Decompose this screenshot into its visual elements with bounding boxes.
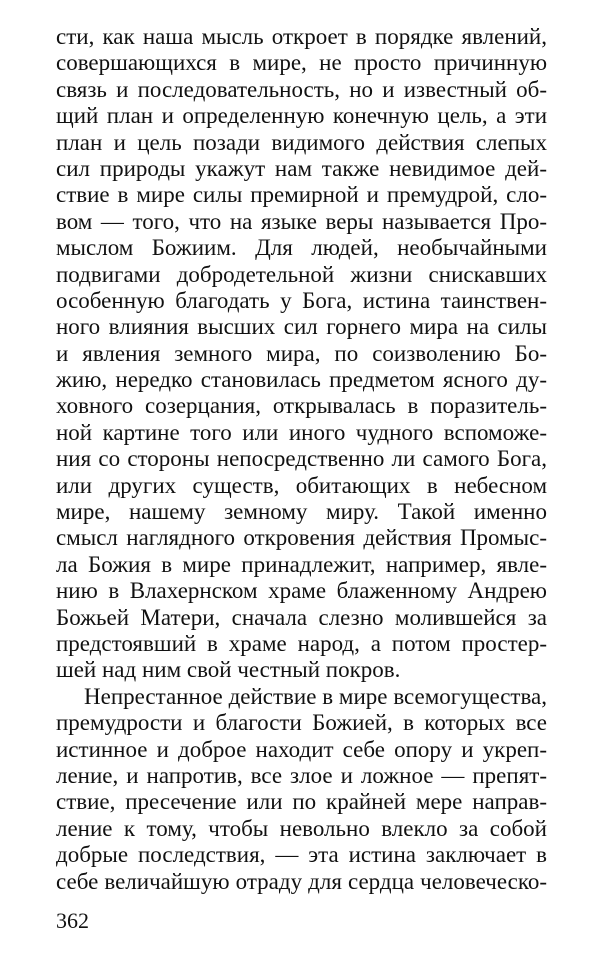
text-line: и явления земного мира, по соизволению Бо-: [56, 340, 547, 366]
text-line: совершающихся в мире, не просто причинную: [56, 50, 547, 76]
text-line: премудрости и благости Божией, в которых все: [56, 710, 547, 736]
text-line: предстоявший в храме народ, а потом простер-: [56, 630, 547, 656]
text-line: сти, как наша мысль откроет в порядке явлений,: [56, 24, 547, 49]
text-line: план и цель позади видимого действия слепых: [56, 129, 547, 155]
text-line: нию в Влахернском храме блаженному Андрею: [56, 578, 547, 604]
text-line: ховного созерцания, открывалась в поразитель-: [56, 393, 547, 419]
text-line: ной картине того или иного чудного вспоможе-: [56, 419, 547, 445]
paragraph-1: [56, 24, 547, 684]
text-line: или других существ, обитающих в небесном: [56, 472, 547, 498]
text-line: жию, нередко становилась предметом ясного ду-: [56, 367, 547, 393]
text-line: смысл наглядного откровения действия Промыс-: [56, 525, 547, 551]
text-line: связь и последовательность, но и известный об-: [56, 76, 547, 102]
page-number: 362: [56, 908, 89, 933]
text-line: Божьей Матери, сначала слезно молившейся за: [56, 604, 547, 630]
text-line: шей над ним свой честный покров.: [56, 657, 401, 683]
paragraph-2: [56, 684, 547, 895]
text-line: добрые последствия, — эта истина заключает в: [56, 842, 547, 868]
text-line: себе величайшую отраду для сердца человеческо-: [56, 868, 547, 894]
text-line: щий план и определенную конечную цель, а эти: [56, 103, 547, 129]
text-line: мире, нашему земному миру. Такой именно: [56, 499, 547, 525]
text-line: истинное и доброе находит себе опору и укреп-: [56, 736, 547, 762]
text-line: сил природы укажут нам также невидимое дей-: [56, 155, 547, 181]
page-body: [56, 24, 547, 895]
text-line: вом — того, что на языке веры называется Про-: [56, 208, 547, 234]
text-line: ного влияния высших сил горнего мира на силы: [56, 314, 547, 340]
text-line: ла Божия в мире принадлежит, например, явле-: [56, 551, 547, 577]
text-line: ния со стороны непосредственно ли самого Бога,: [56, 446, 547, 472]
text-line: мыслом Божиим. Для людей, необычайными: [56, 235, 547, 261]
text-line: ление, и напротив, все злое и ложное — препят-: [56, 762, 547, 788]
text-line: ствие в мире силы премирной и премудрой, сло-: [56, 182, 547, 208]
text-line: подвигами добродетельной жизни снискавших: [56, 261, 547, 287]
text-line: особенную благодать у Бога, истина таинствен-: [56, 287, 547, 313]
text-line: ствие, пресечение или по крайней мере направ-: [56, 789, 547, 815]
text-line: ление к тому, чтобы невольно влекло за собой: [56, 815, 547, 841]
text-line: Непрестанное действие в мире всемогущества,: [84, 683, 547, 709]
